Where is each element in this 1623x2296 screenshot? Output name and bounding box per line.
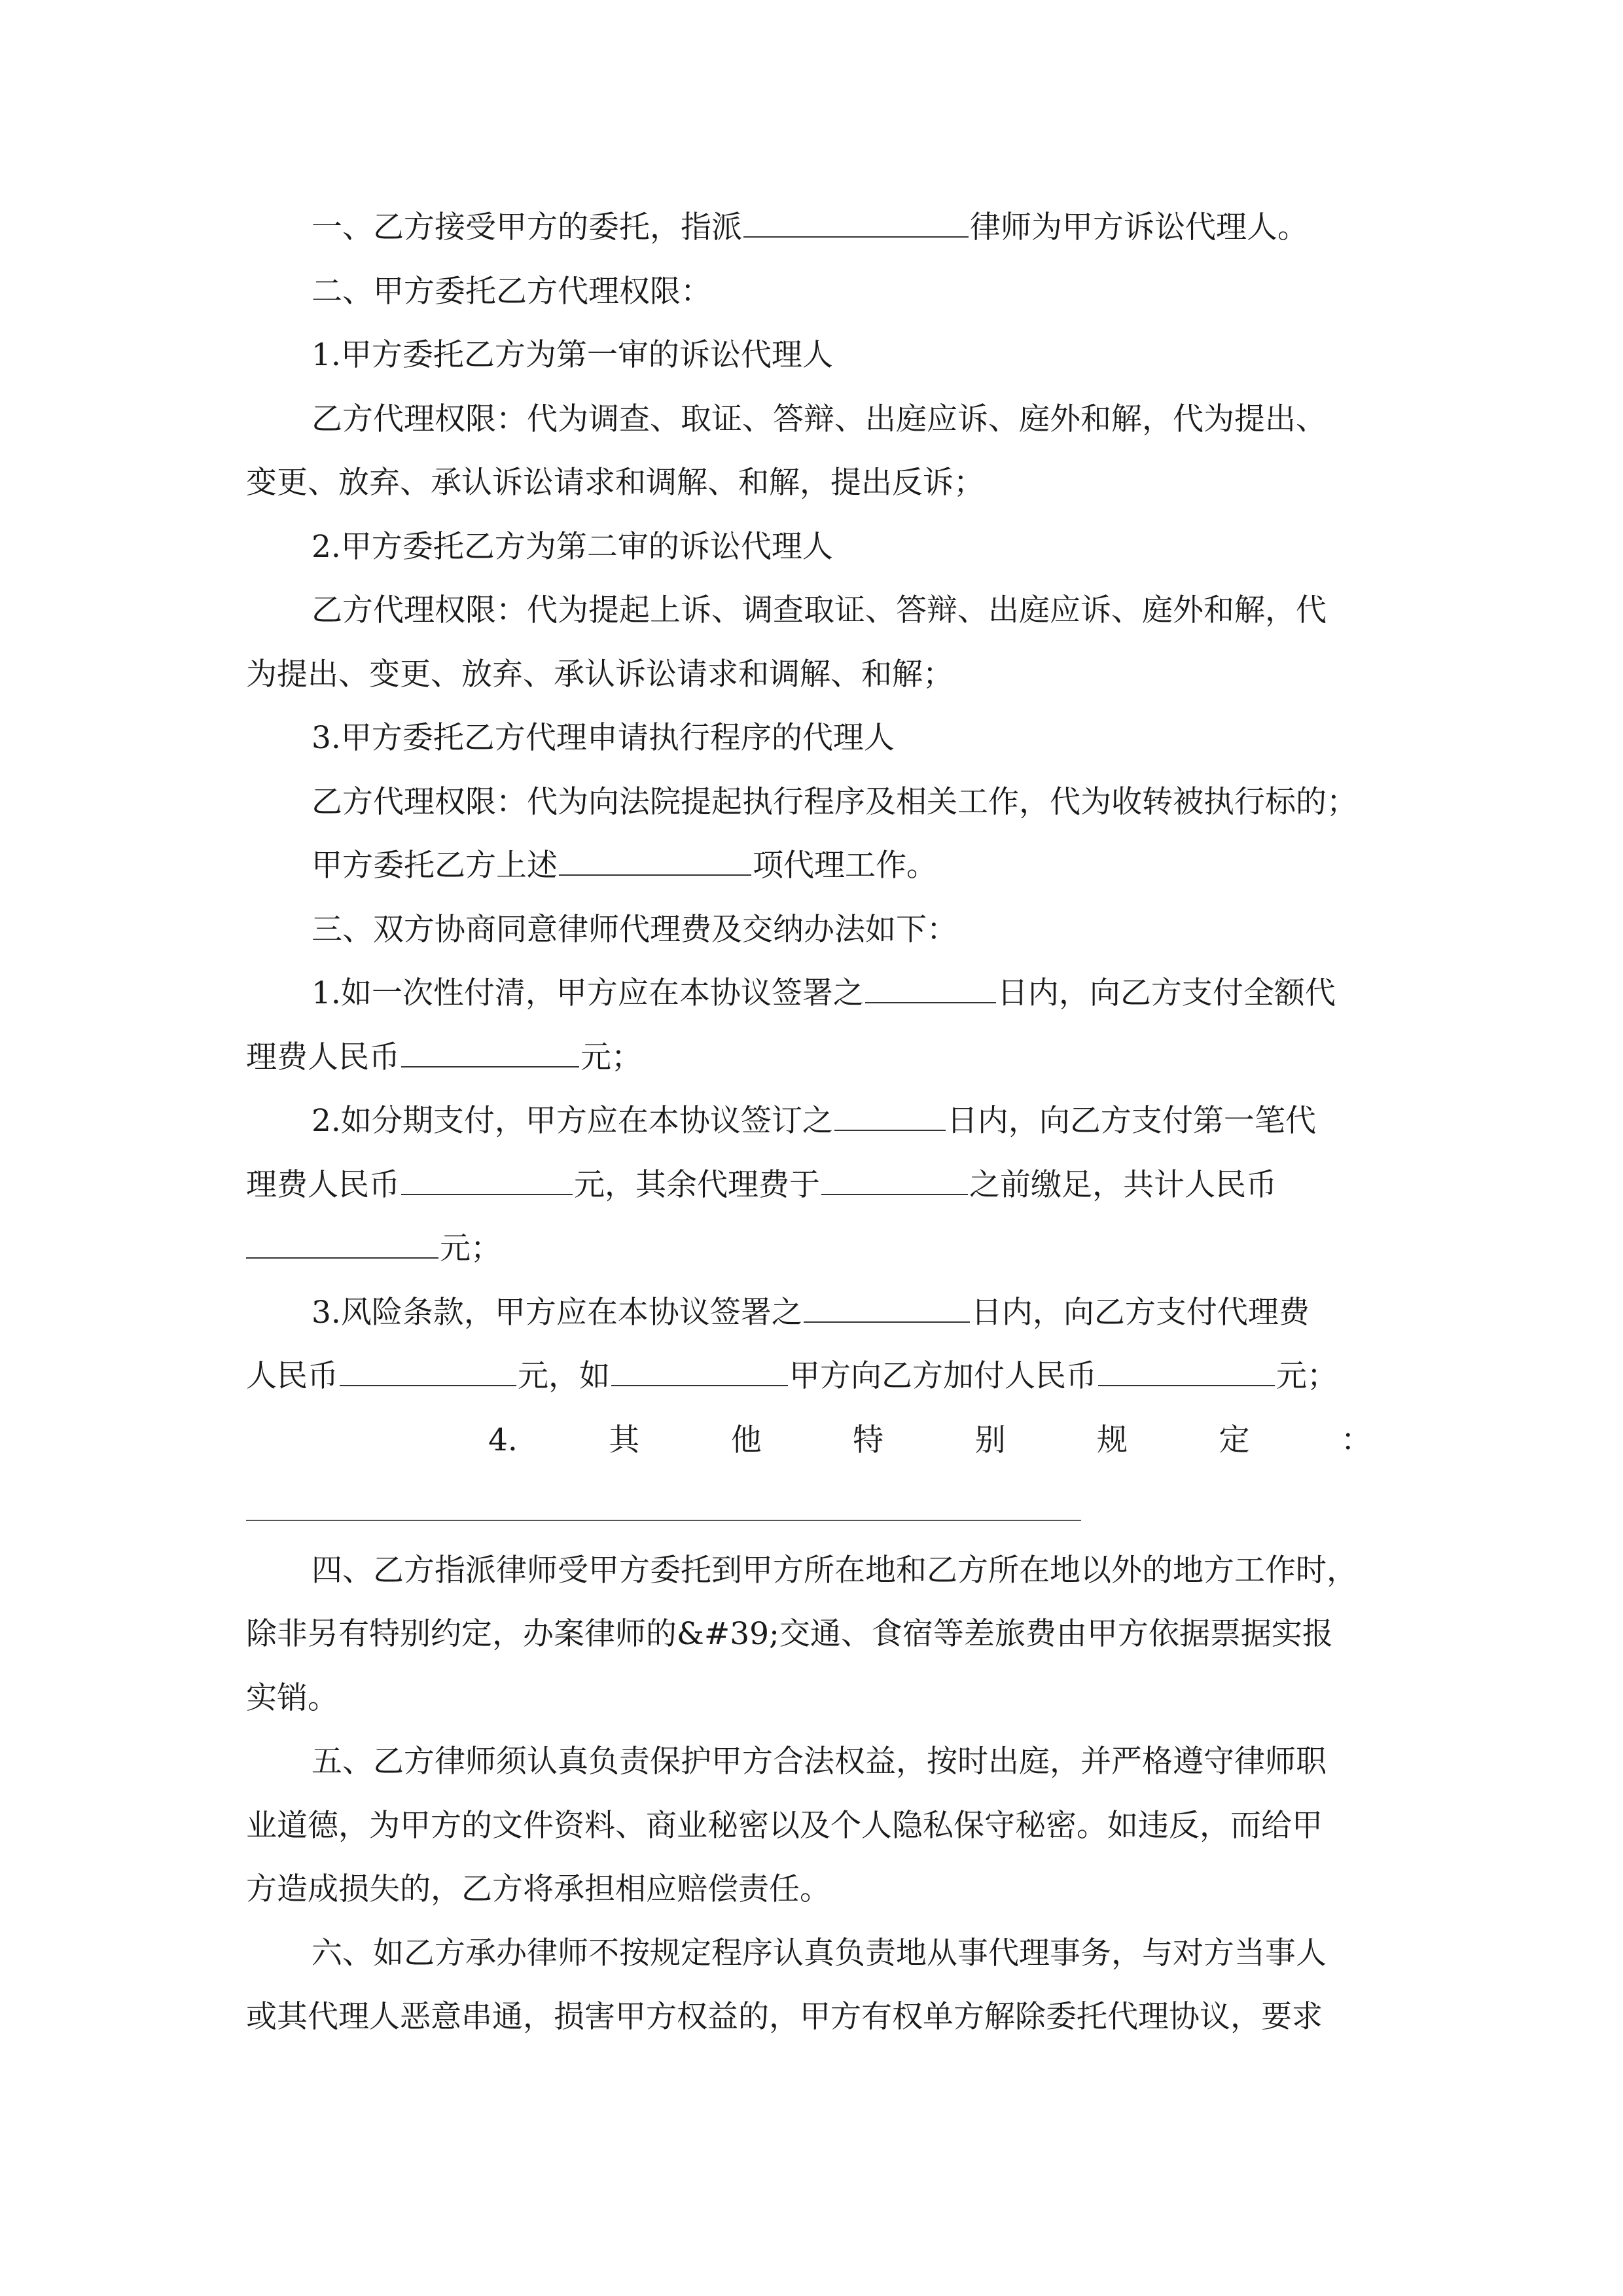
clause-3-3-text-c: 人民币 [246,1358,338,1394]
clause-2-1: 1.甲方委托乙方为第一审的诉讼代理人 [312,337,833,373]
risk-base-amount-blank[interactable] [340,1356,516,1386]
clause-3-3-line-2 [246,1355,1398,1397]
installment-days-blank[interactable] [834,1101,946,1131]
clause-3-1-text-a: 1.如一次性付清，甲方应在本协议签署之 [312,975,864,1011]
first-payment-amount-blank[interactable] [401,1165,573,1195]
item-count-blank[interactable] [559,846,751,876]
clause-1-text-b: 律师为甲方诉讼代理人。 [970,209,1308,245]
clause-2-2: 2.甲方委托乙方为第二审的诉讼代理人 [312,529,833,565]
clause-3-4 [246,1420,1398,1462]
clause-3-2-line-1 [246,1100,1398,1142]
clause-2-3-scope: 乙方代理权限：代为向法院提起执行程序及相关工作，代为收转被执行标的； [312,784,1357,820]
clause-2-total-text-b: 项代理工作。 [753,848,937,884]
risk-condition-blank[interactable] [611,1356,788,1386]
clause-5-line-2: 业道德，为甲方的文件资料、商业秘密以及个人隐私保守秘密。如违反，而给甲 [246,1808,1323,1844]
clause-3-2-line-2 [246,1164,1398,1206]
clause-2-2-scope-line-2: 为提出、变更、放弃、承认诉讼请求和调解、和解； [246,656,954,692]
clause-3-1-line-2 [246,1037,1398,1079]
clause-3-1-text-c: 理费人民币 [246,1039,400,1075]
clause-3-4-char: 他 [730,1422,762,1458]
clause-3-3-line-1 [246,1292,1398,1334]
clause-3-3-text-e: 甲方向乙方加付人民币 [789,1358,1097,1394]
clause-3-4-char: 定 [1219,1422,1250,1458]
clause-3-2-text-e: 之前缴足，共计人民币 [969,1167,1277,1203]
lump-sum-amount-blank[interactable] [401,1037,579,1067]
clause-3-3-text-f: 元； [1276,1358,1338,1394]
special-provisions-blank-line[interactable] [246,1520,1081,1521]
clause-3-2-text-a: 2.如分期支付，甲方应在本协议签订之 [312,1103,833,1139]
clause-3-1-line-1 [246,973,1398,1014]
clause-3-2-text-b: 日内，向乙方支付第一笔代 [946,1103,1316,1139]
lump-sum-days-blank[interactable] [865,973,996,1003]
clause-3-3-text-a: 3.风险条款，甲方应在本协议签署之 [312,1295,802,1331]
clause-2-heading: 二、甲方委托乙方代理权限： [312,274,711,310]
clause-3-4-char: 特 [853,1422,884,1458]
clause-3-heading: 三、双方协商同意律师代理费及交纳办法如下： [312,912,957,948]
clause-6-line-1: 六、如乙方承办律师不按规定程序认真负责地从事代理事务，与对方当事人 [312,1935,1327,1971]
clause-1 [246,207,1398,249]
clause-3-1-text-d: 元； [580,1039,642,1075]
total-amount-blank[interactable] [246,1229,438,1259]
clause-6-line-2: 或其代理人恶意串通，损害甲方权益的，甲方有权单方解除委托代理协议，要求 [246,1999,1323,2035]
clause-3-4-char: ： [1340,1422,1372,1458]
clause-3-2-line-3 [246,1228,1398,1270]
clause-1-text-a: 一、乙方接受甲方的委托，指派 [312,209,742,245]
clause-3-2-text-d: 元，其余代理费于 [574,1167,820,1203]
clause-2-2-scope-line-1: 乙方代理权限：代为提起上诉、调查取证、答辩、出庭应诉、庭外和解，代 [312,592,1327,628]
clause-5-line-3: 方造成损失的，乙方将承担相应赔偿责任。 [246,1871,830,1907]
risk-additional-amount-blank[interactable] [1098,1356,1275,1386]
clause-3-4-char: 4. [488,1422,518,1458]
clause-3-4-char: 其 [609,1422,640,1458]
risk-days-blank[interactable] [804,1293,970,1323]
clause-5-line-1: 五、乙方律师须认真负责保护甲方合法权益，按时出庭，并严格遵守律师职 [312,1744,1327,1780]
clause-3-4-char: 规 [1097,1422,1128,1458]
remaining-deadline-blank[interactable] [821,1165,968,1195]
document-page [246,0,1398,2296]
clause-2-total-text-a: 甲方委托乙方上述 [312,848,558,884]
clause-3-1-text-b: 日内，向乙方支付全额代 [997,975,1336,1011]
lawyer-name-blank[interactable] [743,207,969,238]
clause-4-line-2: 除非另有特别约定，办案律师的&#39;交通、食宿等差旅费由甲方依据票据实报 [246,1616,1333,1652]
clause-2-total [246,845,1398,887]
clause-3-3-text-b: 日内，向乙方支付代理费 [971,1295,1310,1331]
clause-2-1-scope-line-2: 变更、放弃、承认诉讼请求和调解、和解，提出反诉； [246,465,984,501]
clause-3-2-text-f: 元； [440,1230,501,1266]
clause-3-3-text-d: 元，如 [518,1358,610,1394]
clause-3-2-text-c: 理费人民币 [246,1167,400,1203]
clause-2-3: 3.甲方委托乙方代理申请执行程序的代理人 [312,720,895,756]
clause-4-line-3: 实销。 [246,1680,338,1716]
clause-2-1-scope-line-1: 乙方代理权限：代为调查、取证、答辩、出庭应诉、庭外和解，代为提出、 [312,401,1327,437]
clause-4-line-1: 四、乙方指派律师受甲方委托到甲方所在地和乙方所在地以外的地方工作时， [312,1552,1357,1588]
clause-3-4-char: 别 [974,1422,1006,1458]
